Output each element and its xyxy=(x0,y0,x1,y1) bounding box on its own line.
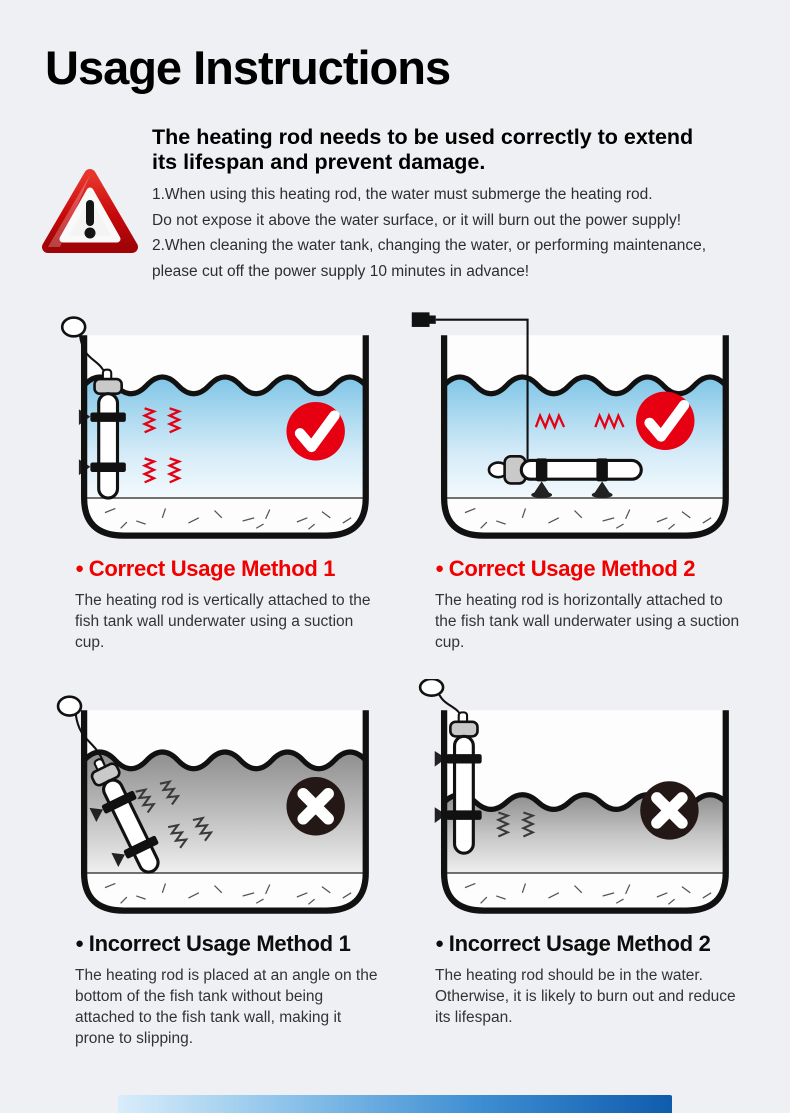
cross-badge-icon xyxy=(640,781,698,839)
figure-incorrect-2 xyxy=(402,679,762,1049)
tank-illustration-correct-1 xyxy=(42,304,387,546)
tank-illustration-incorrect-1 xyxy=(42,679,387,921)
tank-illustration-incorrect-2 xyxy=(402,679,747,921)
footer-divider-bar xyxy=(118,1095,672,1113)
bullet-icon: ● xyxy=(75,935,84,952)
figure-description: The heating rod is horizontally attached to the fish tank wall underwater using a suction cup. xyxy=(435,592,740,651)
figure-description: The heating rod is vertically attached to the fish tank wall underwater using a suction cup. xyxy=(75,592,371,651)
check-badge-icon xyxy=(636,392,694,450)
warning-heading-line-2: its lifespan and prevent damage. xyxy=(152,150,486,174)
figure-description: The heating rod is placed at an angle on the bottom of the fish tank without being attached to the fish tank wall, making it prone to slipping. xyxy=(75,967,378,1047)
warning-body-line-2: Do not expose it above the water surface, or it will burn out the power supply! xyxy=(152,211,682,229)
warning-heading-line-1: The heating rod needs to be used correctly to extend xyxy=(152,125,694,149)
bullet-icon: ● xyxy=(75,560,84,577)
bullet-icon: ● xyxy=(435,935,444,952)
figure-description: The heating rod should be in the water. Otherwise, it is likely to burn out and reduce its lifespan. xyxy=(435,967,736,1026)
warning-body-line-4: please cut off the power supply 10 minutes in advance! xyxy=(152,262,530,280)
bullet-icon: ● xyxy=(435,560,444,577)
figure-title: ● Correct Usage Method 1 xyxy=(75,556,336,581)
cross-badge-icon xyxy=(286,777,344,835)
figure-incorrect-1 xyxy=(42,679,402,1049)
usage-figures-grid xyxy=(42,304,790,1049)
figure-title: ● Incorrect Usage Method 1 xyxy=(75,931,351,956)
warning-body-line-3: 2.When cleaning the water tank, changing the water, or performing maintenance, xyxy=(152,237,707,254)
figure-title: ● Correct Usage Method 2 xyxy=(435,556,696,581)
figure-correct-2 xyxy=(402,304,762,653)
power-plug-icon xyxy=(412,312,430,327)
power-plug-icon xyxy=(58,697,81,716)
check-badge-icon xyxy=(286,402,344,460)
power-plug-icon xyxy=(62,318,85,337)
warning-section xyxy=(40,125,770,284)
figure-correct-1 xyxy=(42,304,402,653)
figure-title: ● Incorrect Usage Method 2 xyxy=(435,931,711,956)
power-plug-icon xyxy=(420,679,443,696)
warning-body-line-1: 1.When using this heating rod, the water must submerge the heating rod. xyxy=(152,186,653,203)
warning-text xyxy=(152,125,706,284)
page-title: Usage Instructions xyxy=(45,41,451,94)
warning-triangle-icon xyxy=(40,125,140,284)
tank-illustration-correct-2 xyxy=(402,304,747,546)
